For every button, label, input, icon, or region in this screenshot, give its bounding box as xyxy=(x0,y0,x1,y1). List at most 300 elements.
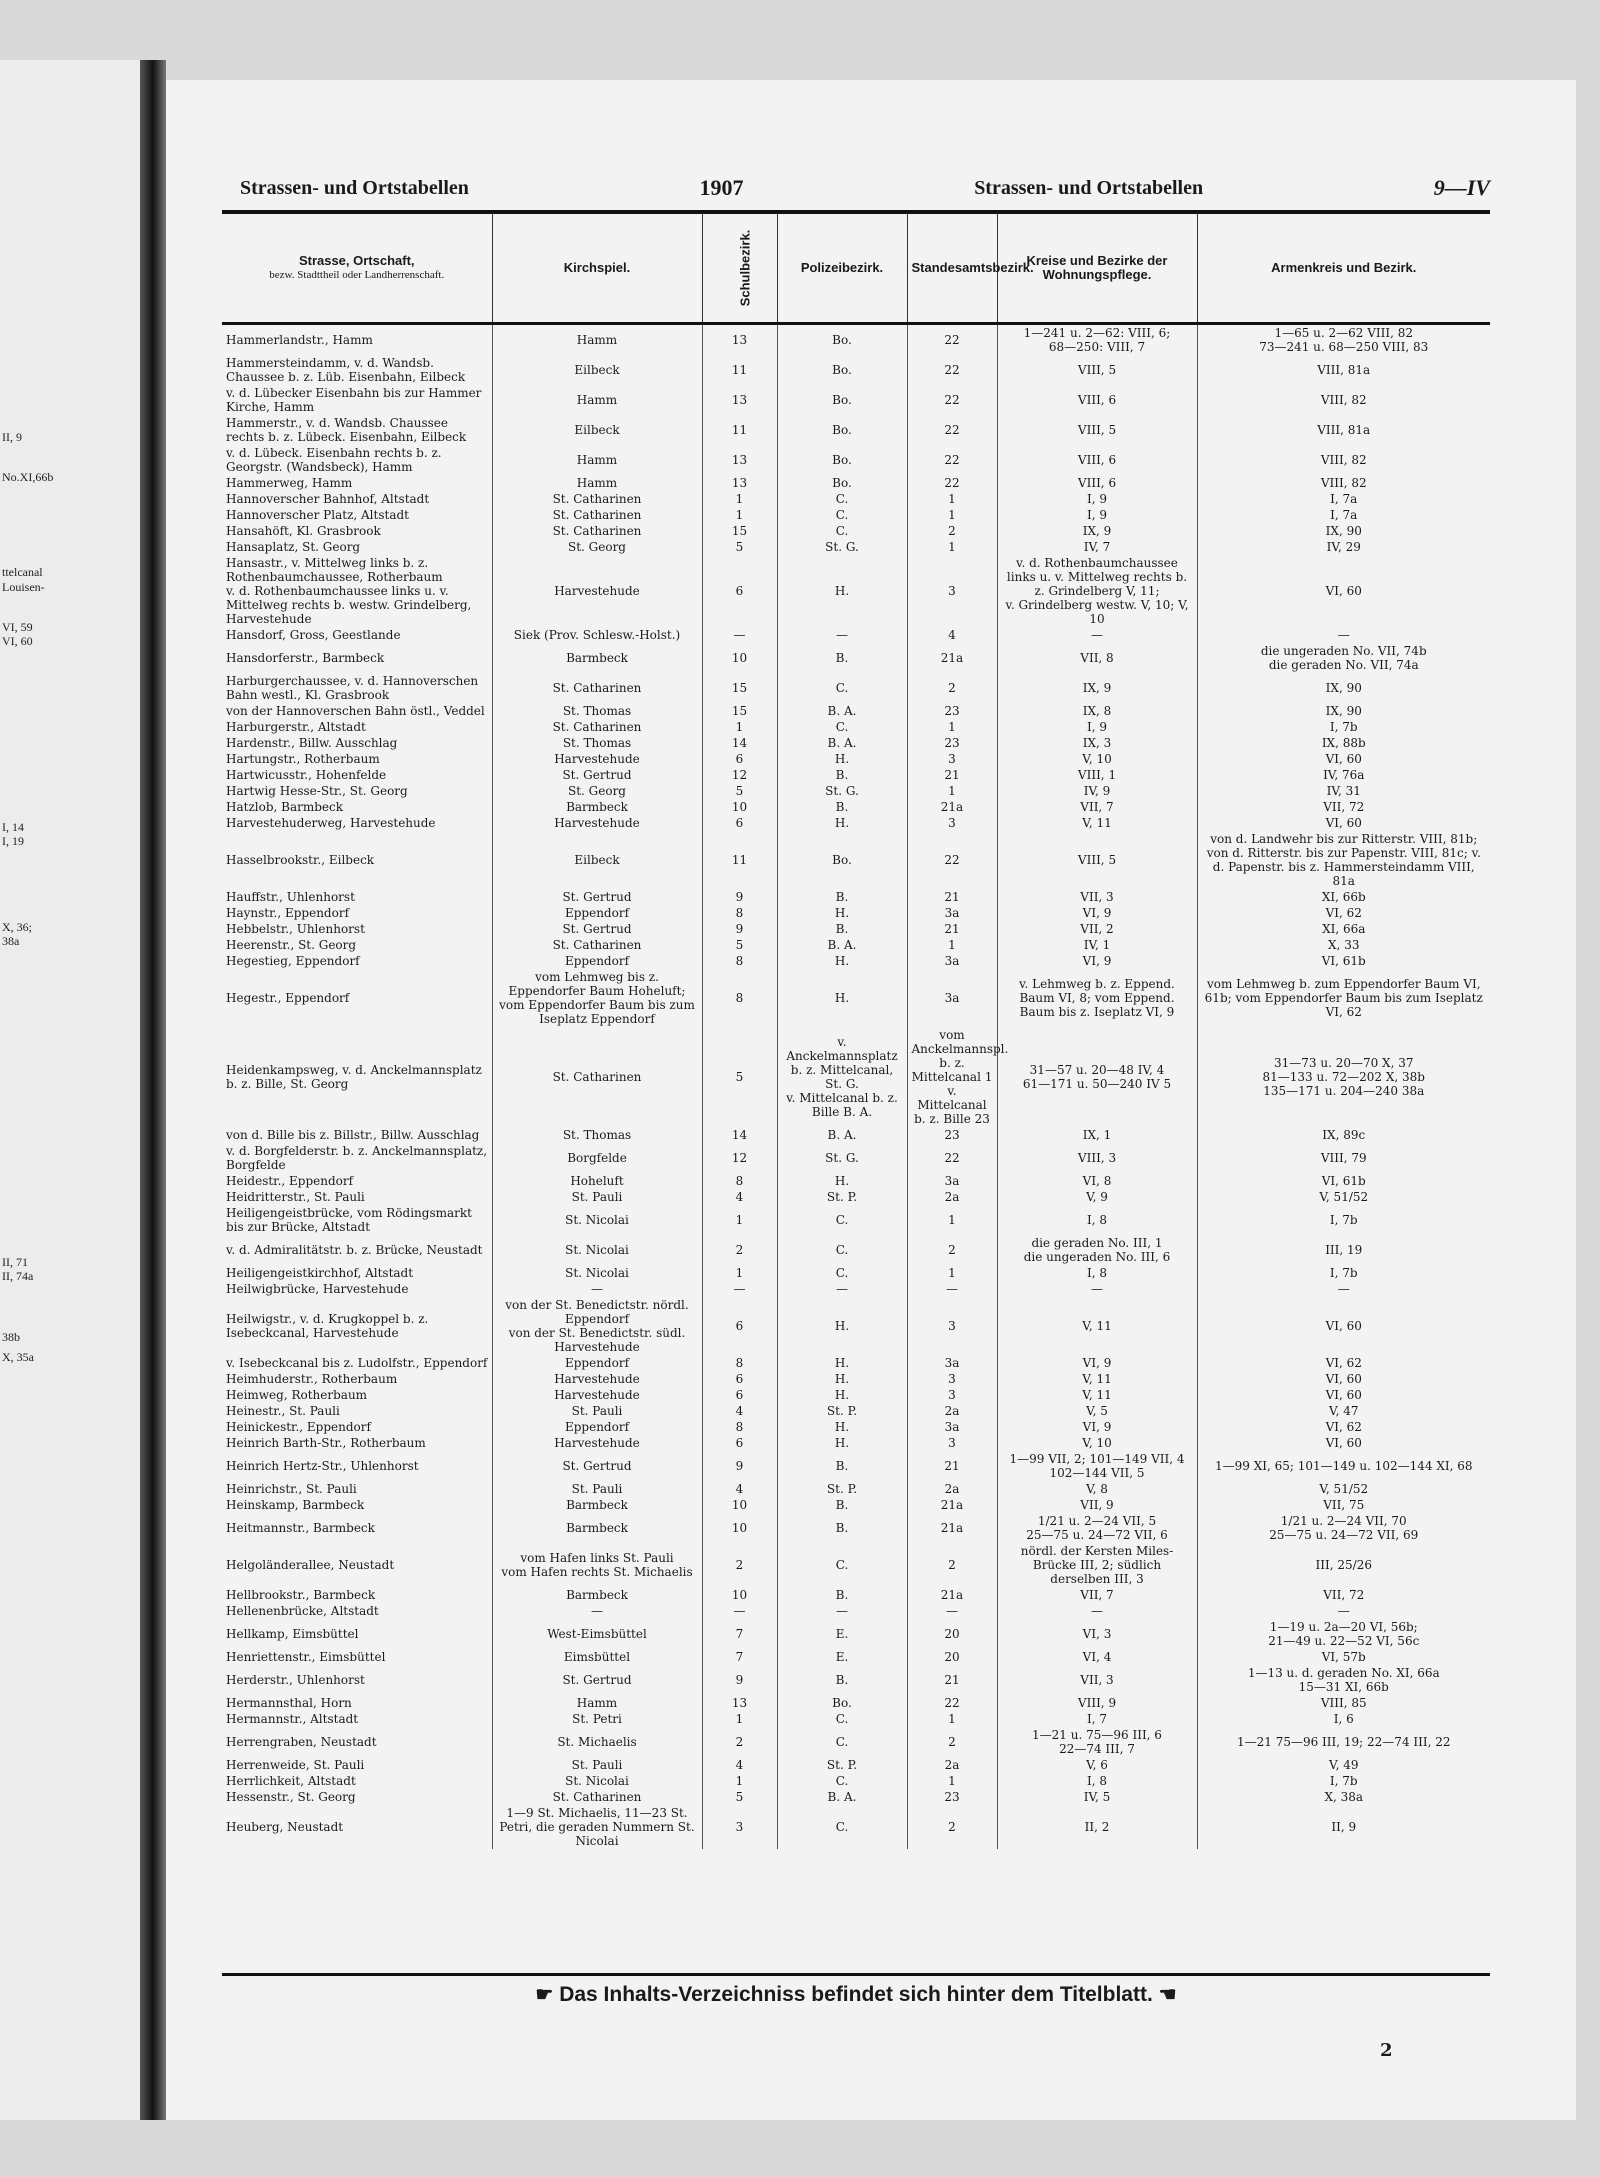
cell-polizeibezirk: Bo. xyxy=(777,1695,907,1711)
table-row xyxy=(222,1497,1490,1513)
cell-kirchspiel: St. Gertrud xyxy=(492,767,702,783)
table-row xyxy=(222,905,1490,921)
cell-standesamtsbezirk: 3 xyxy=(907,555,997,627)
cell-strasse: Harburgerstr., Altstadt xyxy=(226,720,366,734)
table-row xyxy=(222,969,1490,1027)
cell-schulbezirk: 13 xyxy=(702,1695,777,1711)
cell-armenkreis: 1—65 u. 2—62 VIII, 82 73—241 u. 68—250 VIII, 83 xyxy=(1197,324,1490,356)
table-row xyxy=(222,735,1490,751)
cell-strasse: Harvestehuderweg, Harvestehude xyxy=(226,816,436,830)
cell-schulbezirk: 15 xyxy=(702,703,777,719)
table-row xyxy=(222,1513,1490,1543)
cell-kirchspiel: Harvestehude xyxy=(492,1387,702,1403)
cell-armenkreis: XI, 66b xyxy=(1197,889,1490,905)
running-head xyxy=(240,170,1490,206)
cell-polizeibezirk: H. xyxy=(777,1173,907,1189)
table-row xyxy=(222,1695,1490,1711)
cell-polizeibezirk: C. xyxy=(777,1773,907,1789)
cell-armenkreis: VI, 57b xyxy=(1197,1649,1490,1665)
cell-schulbezirk: 10 xyxy=(702,799,777,815)
cell-armenkreis: die ungeraden No. VII, 74b die geraden No. VII, 74a xyxy=(1197,643,1490,673)
table-row xyxy=(222,1543,1490,1587)
cell-schulbezirk: 5 xyxy=(702,1027,777,1127)
cell-schulbezirk: 6 xyxy=(702,1371,777,1387)
cell-wohnungspflege: IV, 5 xyxy=(997,1789,1197,1805)
cell-strasse: von d. Bille bis z. Billstr., Billw. Ausschlag xyxy=(226,1128,480,1142)
table-row xyxy=(222,1451,1490,1481)
cell-polizeibezirk: B. xyxy=(777,1587,907,1603)
cell-armenkreis: 31—73 u. 20—70 X, 37 81—133 u. 72—202 X, 38b 135—171 u. 204—240 38a xyxy=(1197,1027,1490,1127)
cell-strasse: Herderstr., Uhlenhorst xyxy=(226,1673,365,1687)
cell-wohnungspflege: V, 5 xyxy=(997,1403,1197,1419)
cell-wohnungspflege: 31—57 u. 20—48 IV, 4 61—171 u. 50—240 IV 5 xyxy=(997,1027,1197,1127)
cell-polizeibezirk: St. G. xyxy=(777,783,907,799)
cell-strasse: Hannoverscher Platz, Altstadt xyxy=(226,508,409,522)
cell-armenkreis: I, 7a xyxy=(1197,507,1490,523)
table-row xyxy=(222,324,1490,356)
cell-wohnungspflege: nördl. der Kersten Miles-Brücke III, 2; südlich derselben III, 3 xyxy=(997,1543,1197,1587)
cell-standesamtsbezirk: 23 xyxy=(907,703,997,719)
cell-strasse: Hannoverscher Bahnhof, Altstadt xyxy=(226,492,430,506)
cell-kirchspiel: Barmbeck xyxy=(492,1497,702,1513)
cell-strasse: v. d. Borgfelderstr. b. z. Anckelmannsplatz, Borgfelde xyxy=(226,1144,488,1172)
cell-standesamtsbezirk: 2 xyxy=(907,1543,997,1587)
cell-kirchspiel: Barmbeck xyxy=(492,799,702,815)
cell-polizeibezirk: B. A. xyxy=(777,1127,907,1143)
cell-standesamtsbezirk: 3a xyxy=(907,1173,997,1189)
cell-strasse: Heinestr., St. Pauli xyxy=(226,1404,340,1418)
facing-page-text: 38b xyxy=(2,1330,20,1344)
table-row xyxy=(222,937,1490,953)
cell-polizeibezirk: C. xyxy=(777,673,907,703)
cell-schulbezirk: 8 xyxy=(702,905,777,921)
cell-standesamtsbezirk: 21a xyxy=(907,799,997,815)
cell-standesamtsbezirk: 23 xyxy=(907,1127,997,1143)
table-header-row xyxy=(222,214,1490,324)
cell-polizeibezirk: B. xyxy=(777,1497,907,1513)
cell-strasse: Hammerweg, Hamm xyxy=(226,476,353,490)
cell-armenkreis: — xyxy=(1197,627,1490,643)
cell-strasse: Hartungstr., Rotherbaum xyxy=(226,752,380,766)
cell-strasse: Hessenstr., St. Georg xyxy=(226,1790,356,1804)
cell-kirchspiel: St. Georg xyxy=(492,539,702,555)
table-row xyxy=(222,627,1490,643)
cell-schulbezirk: 12 xyxy=(702,1143,777,1173)
cell-polizeibezirk: C. xyxy=(777,1205,907,1235)
cell-wohnungspflege: V, 6 xyxy=(997,1757,1197,1773)
cell-schulbezirk: 4 xyxy=(702,1403,777,1419)
cell-polizeibezirk: — xyxy=(777,1281,907,1297)
cell-schulbezirk: 14 xyxy=(702,1127,777,1143)
facing-page-text: II, 71 xyxy=(2,1255,28,1269)
table-row xyxy=(222,507,1490,523)
cell-strasse: v. d. Lübeck. Eisenbahn rechts b. z. Georgstr. (Wandsbeck), Hamm xyxy=(226,446,442,474)
cell-schulbezirk: 4 xyxy=(702,1757,777,1773)
cell-wohnungspflege: I, 7 xyxy=(997,1711,1197,1727)
cell-kirchspiel: St. Gertrud xyxy=(492,921,702,937)
cell-kirchspiel: Hoheluft xyxy=(492,1173,702,1189)
cell-standesamtsbezirk: 21 xyxy=(907,767,997,783)
cell-polizeibezirk: C. xyxy=(777,1265,907,1281)
cell-wohnungspflege: V, 11 xyxy=(997,815,1197,831)
cell-standesamtsbezirk: 21 xyxy=(907,921,997,937)
cell-kirchspiel: St. Nicolai xyxy=(492,1265,702,1281)
cell-polizeibezirk: C. xyxy=(777,1543,907,1587)
cell-standesamtsbezirk: 3 xyxy=(907,1297,997,1355)
cell-wohnungspflege: II, 2 xyxy=(997,1805,1197,1849)
cell-kirchspiel: Eppendorf xyxy=(492,1355,702,1371)
cell-armenkreis: V, 51/52 xyxy=(1197,1189,1490,1205)
cell-wohnungspflege: IX, 1 xyxy=(997,1127,1197,1143)
cell-schulbezirk: 1 xyxy=(702,1711,777,1727)
cell-standesamtsbezirk: 23 xyxy=(907,735,997,751)
cell-strasse: v. Isebeckcanal bis z. Ludolfstr., Eppendorf xyxy=(226,1356,488,1370)
cell-standesamtsbezirk: vom Anckelmannspl. b. z. Mittelcanal 1 v. Mittelcanal b. z. Bille 23 xyxy=(907,1027,997,1127)
cell-wohnungspflege: V, 11 xyxy=(997,1371,1197,1387)
column-header-strasse: Strasse, Ortschaft, bezw. Stadttheil oder Landherrenschaft. xyxy=(222,214,492,324)
cell-schulbezirk: 7 xyxy=(702,1649,777,1665)
cell-armenkreis: X, 38a xyxy=(1197,1789,1490,1805)
table-row xyxy=(222,445,1490,475)
cell-kirchspiel: St. Nicolai xyxy=(492,1773,702,1789)
cell-polizeibezirk: B. A. xyxy=(777,735,907,751)
cell-schulbezirk: 1 xyxy=(702,491,777,507)
table-row xyxy=(222,783,1490,799)
cell-armenkreis: 1/21 u. 2—24 VII, 70 25—75 u. 24—72 VII, 69 xyxy=(1197,1513,1490,1543)
cell-standesamtsbezirk: 23 xyxy=(907,1789,997,1805)
cell-schulbezirk: 9 xyxy=(702,921,777,937)
running-head-left: Strassen- und Ortstabellen xyxy=(240,176,469,199)
cell-wohnungspflege: I, 8 xyxy=(997,1265,1197,1281)
facing-page-text: No.XI,66b xyxy=(2,470,54,484)
cell-armenkreis: II, 9 xyxy=(1197,1805,1490,1849)
cell-polizeibezirk: H. xyxy=(777,953,907,969)
cell-standesamtsbezirk: — xyxy=(907,1281,997,1297)
cell-polizeibezirk: B. A. xyxy=(777,1789,907,1805)
cell-kirchspiel: von der St. Benedictstr. nördl. Eppendorf von der St. Benedictstr. südl. Harvestehude xyxy=(492,1297,702,1355)
table-row xyxy=(222,1027,1490,1127)
facing-page-text: VI, 59 xyxy=(2,620,33,634)
column-header-schulbezirk: Schulbezirk. xyxy=(702,214,777,324)
cell-strasse: Heimhuderstr., Rotherbaum xyxy=(226,1372,398,1386)
cell-strasse: Heiligengeistbrücke, vom Rödingsmarkt bis zur Brücke, Altstadt xyxy=(226,1206,472,1234)
footer-note xyxy=(222,1982,1490,2007)
cell-standesamtsbezirk: 21a xyxy=(907,1497,997,1513)
cell-kirchspiel: Harvestehude xyxy=(492,1435,702,1451)
cell-kirchspiel: St. Catharinen xyxy=(492,507,702,523)
cell-strasse: Hartwicusstr., Hohenfelde xyxy=(226,768,387,782)
cell-wohnungspflege: VI, 9 xyxy=(997,1355,1197,1371)
cell-kirchspiel: St. Catharinen xyxy=(492,937,702,953)
cell-wohnungspflege: 1—21 u. 75—96 III, 6 22—74 III, 7 xyxy=(997,1727,1197,1757)
cell-standesamtsbezirk: 2a xyxy=(907,1757,997,1773)
cell-polizeibezirk: H. xyxy=(777,1435,907,1451)
cell-wohnungspflege: VIII, 5 xyxy=(997,415,1197,445)
cell-strasse: Hellenenbrücke, Altstadt xyxy=(226,1604,379,1618)
cell-armenkreis: vom Lehmweg b. zum Eppendorfer Baum VI, 61b; vom Eppendorfer Baum bis zum Iseplatz VI, 62 xyxy=(1197,969,1490,1027)
cell-strasse: von der Hannoverschen Bahn östl., Veddel xyxy=(226,704,485,718)
cell-strasse: Hansastr., v. Mittelweg links b. z. Rothenbaumchaussee, Rotherbaum v. d. Rothenbaumchaussee links u. v. Mittelweg rechts b. westw. Grindelberg, Harvestehude xyxy=(226,556,472,626)
cell-standesamtsbezirk: 3a xyxy=(907,905,997,921)
cell-wohnungspflege: v. Lehmweg b. z. Eppend. Baum VI, 8; vom Eppend. Baum bis z. Iseplatz VI, 9 xyxy=(997,969,1197,1027)
cell-kirchspiel: — xyxy=(492,1281,702,1297)
cell-kirchspiel: Harvestehude xyxy=(492,751,702,767)
cell-kirchspiel: St. Pauli xyxy=(492,1757,702,1773)
cell-wohnungspflege: — xyxy=(997,627,1197,643)
table-row xyxy=(222,1297,1490,1355)
table-row xyxy=(222,1173,1490,1189)
cell-standesamtsbezirk: 1 xyxy=(907,491,997,507)
table-row xyxy=(222,1481,1490,1497)
cell-polizeibezirk: E. xyxy=(777,1649,907,1665)
cell-standesamtsbezirk: 20 xyxy=(907,1619,997,1649)
table-row xyxy=(222,1603,1490,1619)
cell-polizeibezirk: C. xyxy=(777,1235,907,1265)
cell-schulbezirk: 2 xyxy=(702,1235,777,1265)
cell-armenkreis: VII, 72 xyxy=(1197,1587,1490,1603)
cell-strasse: Hammerstr., v. d. Wandsb. Chaussee rechts b. z. Lübeck. Eisenbahn, Eilbeck xyxy=(226,416,467,444)
cell-kirchspiel: St. Petri xyxy=(492,1711,702,1727)
table-row xyxy=(222,1711,1490,1727)
cell-standesamtsbezirk: 1 xyxy=(907,719,997,735)
cell-schulbezirk: 9 xyxy=(702,889,777,905)
cell-schulbezirk: 11 xyxy=(702,355,777,385)
cell-polizeibezirk: B. A. xyxy=(777,703,907,719)
cell-strasse: Heinrich Hertz-Str., Uhlenhorst xyxy=(226,1459,419,1473)
cell-kirchspiel: — xyxy=(492,1603,702,1619)
cell-kirchspiel: St. Gertrud xyxy=(492,1451,702,1481)
cell-standesamtsbezirk: 21 xyxy=(907,1451,997,1481)
table-row xyxy=(222,1757,1490,1773)
cell-strasse: Harburgerchaussee, v. d. Hannoverschen Bahn westl., Kl. Grasbrook xyxy=(226,674,479,702)
cell-standesamtsbezirk: 21a xyxy=(907,1513,997,1543)
cell-armenkreis: IV, 29 xyxy=(1197,539,1490,555)
table-row xyxy=(222,415,1490,445)
cell-schulbezirk: 11 xyxy=(702,415,777,445)
cell-armenkreis: V, 51/52 xyxy=(1197,1481,1490,1497)
table-row xyxy=(222,539,1490,555)
cell-schulbezirk: 6 xyxy=(702,555,777,627)
cell-strasse: Heerenstr., St. Georg xyxy=(226,938,357,952)
cell-schulbezirk: 5 xyxy=(702,539,777,555)
footer-rule xyxy=(222,1973,1490,1976)
cell-armenkreis: I, 6 xyxy=(1197,1711,1490,1727)
cell-schulbezirk: 6 xyxy=(702,1435,777,1451)
cell-polizeibezirk: B. xyxy=(777,921,907,937)
cell-schulbezirk: — xyxy=(702,1603,777,1619)
cell-kirchspiel: Hamm xyxy=(492,324,702,356)
cell-kirchspiel: St. Thomas xyxy=(492,735,702,751)
cell-armenkreis: I, 7b xyxy=(1197,1205,1490,1235)
cell-schulbezirk: — xyxy=(702,627,777,643)
table-row xyxy=(222,719,1490,735)
pointing-hand-right-icon: ☚ xyxy=(1158,1984,1177,2006)
cell-schulbezirk: 1 xyxy=(702,1773,777,1789)
cell-armenkreis: I, 7b xyxy=(1197,719,1490,735)
cell-kirchspiel: St. Michaelis xyxy=(492,1727,702,1757)
cell-wohnungspflege: IV, 7 xyxy=(997,539,1197,555)
cell-armenkreis: 1—19 u. 2a—20 VI, 56b; 21—49 u. 22—52 VI, 56c xyxy=(1197,1619,1490,1649)
cell-wohnungspflege: VII, 7 xyxy=(997,1587,1197,1603)
cell-kirchspiel: Siek (Prov. Schlesw.-Holst.) xyxy=(492,627,702,643)
cell-strasse: Haynstr., Eppendorf xyxy=(226,906,350,920)
cell-armenkreis: VI, 61b xyxy=(1197,1173,1490,1189)
facing-page-fragment xyxy=(0,60,148,2120)
table-row xyxy=(222,1587,1490,1603)
cell-kirchspiel: vom Lehmweg bis z. Eppendorfer Baum Hoheluft; vom Eppendorfer Baum bis zum Iseplatz Eppendorf xyxy=(492,969,702,1027)
cell-polizeibezirk: St. P. xyxy=(777,1757,907,1773)
cell-armenkreis: IX, 89c xyxy=(1197,1127,1490,1143)
table-row xyxy=(222,1619,1490,1649)
cell-schulbezirk: 10 xyxy=(702,643,777,673)
cell-standesamtsbezirk: 2 xyxy=(907,1727,997,1757)
cell-strasse: Heitmannstr., Barmbeck xyxy=(226,1521,375,1535)
cell-polizeibezirk: C. xyxy=(777,719,907,735)
cell-wohnungspflege: VII, 3 xyxy=(997,889,1197,905)
cell-kirchspiel: St. Gertrud xyxy=(492,1665,702,1695)
cell-schulbezirk: 4 xyxy=(702,1189,777,1205)
cell-wohnungspflege: V, 11 xyxy=(997,1297,1197,1355)
cell-kirchspiel: West-Eimsbüttel xyxy=(492,1619,702,1649)
cell-standesamtsbezirk: 1 xyxy=(907,937,997,953)
cell-standesamtsbezirk: 1 xyxy=(907,539,997,555)
cell-standesamtsbezirk: 22 xyxy=(907,385,997,415)
cell-kirchspiel: Harvestehude xyxy=(492,815,702,831)
cell-schulbezirk: 13 xyxy=(702,475,777,491)
cell-armenkreis: 1—13 u. d. geraden No. XI, 66a 15—31 XI, 66b xyxy=(1197,1665,1490,1695)
table-row xyxy=(222,555,1490,627)
cell-standesamtsbezirk: 3a xyxy=(907,953,997,969)
cell-strasse: Heuberg, Neustadt xyxy=(226,1820,344,1834)
cell-armenkreis: IV, 76a xyxy=(1197,767,1490,783)
cell-standesamtsbezirk: 21 xyxy=(907,889,997,905)
cell-wohnungspflege: V, 11 xyxy=(997,1387,1197,1403)
cell-polizeibezirk: H. xyxy=(777,1419,907,1435)
cell-schulbezirk: 8 xyxy=(702,969,777,1027)
table-row xyxy=(222,475,1490,491)
cell-standesamtsbezirk: 22 xyxy=(907,415,997,445)
cell-armenkreis: I, 7b xyxy=(1197,1265,1490,1281)
street-table xyxy=(222,214,1490,1849)
table-row xyxy=(222,1727,1490,1757)
cell-strasse: Hansdorferstr., Barmbeck xyxy=(226,651,385,665)
cell-schulbezirk: — xyxy=(702,1281,777,1297)
cell-wohnungspflege: I, 8 xyxy=(997,1773,1197,1789)
cell-polizeibezirk: C. xyxy=(777,1711,907,1727)
facing-page-text: ttelcanal xyxy=(2,565,43,579)
table-row xyxy=(222,889,1490,905)
cell-wohnungspflege: 1—241 u. 2—62: VIII, 6; 68—250: VIII, 7 xyxy=(997,324,1197,356)
cell-schulbezirk: 5 xyxy=(702,783,777,799)
cell-standesamtsbezirk: 1 xyxy=(907,783,997,799)
cell-standesamtsbezirk: 21a xyxy=(907,643,997,673)
cell-schulbezirk: 4 xyxy=(702,1481,777,1497)
cell-standesamtsbezirk: 22 xyxy=(907,1695,997,1711)
cell-standesamtsbezirk: 4 xyxy=(907,627,997,643)
cell-standesamtsbezirk: 2 xyxy=(907,673,997,703)
cell-standesamtsbezirk: 1 xyxy=(907,1205,997,1235)
cell-strasse: Hegestieg, Eppendorf xyxy=(226,954,360,968)
cell-schulbezirk: 13 xyxy=(702,385,777,415)
cell-armenkreis: VIII, 81a xyxy=(1197,355,1490,385)
cell-kirchspiel: vom Hafen links St. Pauli vom Hafen rechts St. Michaelis xyxy=(492,1543,702,1587)
cell-armenkreis: V, 47 xyxy=(1197,1403,1490,1419)
table-row xyxy=(222,751,1490,767)
cell-standesamtsbezirk: 3a xyxy=(907,1355,997,1371)
cell-polizeibezirk: B. xyxy=(777,1665,907,1695)
cell-armenkreis: VIII, 82 xyxy=(1197,475,1490,491)
cell-standesamtsbezirk: — xyxy=(907,1603,997,1619)
cell-strasse: Hartwig Hesse-Str., St. Georg xyxy=(226,784,408,798)
cell-armenkreis: IX, 90 xyxy=(1197,673,1490,703)
cell-wohnungspflege: VII, 2 xyxy=(997,921,1197,937)
cell-kirchspiel: St. Pauli xyxy=(492,1481,702,1497)
column-header-polizeibezirk: Polizeibezirk. xyxy=(777,214,907,324)
cell-wohnungspflege: VI, 9 xyxy=(997,1419,1197,1435)
table-row xyxy=(222,1419,1490,1435)
cell-kirchspiel: Hamm xyxy=(492,1695,702,1711)
cell-polizeibezirk: — xyxy=(777,1603,907,1619)
cell-schulbezirk: 2 xyxy=(702,1727,777,1757)
cell-wohnungspflege: VII, 3 xyxy=(997,1665,1197,1695)
cell-wohnungspflege: IV, 9 xyxy=(997,783,1197,799)
cell-strasse: v. d. Lübecker Eisenbahn bis zur Hammer Kirche, Hamm xyxy=(226,386,482,414)
cell-armenkreis: V, 49 xyxy=(1197,1757,1490,1773)
cell-armenkreis: — xyxy=(1197,1281,1490,1297)
cell-polizeibezirk: C. xyxy=(777,523,907,539)
cell-wohnungspflege: VIII, 5 xyxy=(997,355,1197,385)
table-row xyxy=(222,921,1490,937)
cell-standesamtsbezirk: 1 xyxy=(907,507,997,523)
cell-schulbezirk: 5 xyxy=(702,1789,777,1805)
cell-strasse: Helgoländerallee, Neustadt xyxy=(226,1558,395,1572)
cell-polizeibezirk: Bo. xyxy=(777,415,907,445)
cell-kirchspiel: Hamm xyxy=(492,475,702,491)
facing-page-text: II, 9 xyxy=(2,430,22,444)
cell-armenkreis: VIII, 82 xyxy=(1197,385,1490,415)
cell-kirchspiel: St. Pauli xyxy=(492,1403,702,1419)
cell-standesamtsbezirk: 20 xyxy=(907,1649,997,1665)
cell-standesamtsbezirk: 3 xyxy=(907,1371,997,1387)
cell-standesamtsbezirk: 2 xyxy=(907,1805,997,1849)
cell-armenkreis: VIII, 82 xyxy=(1197,445,1490,475)
cell-armenkreis: VIII, 81a xyxy=(1197,415,1490,445)
cell-polizeibezirk: Bo. xyxy=(777,475,907,491)
cell-polizeibezirk: C. xyxy=(777,507,907,523)
cell-schulbezirk: 13 xyxy=(702,324,777,356)
cell-kirchspiel: St. Catharinen xyxy=(492,1027,702,1127)
cell-standesamtsbezirk: 3 xyxy=(907,1435,997,1451)
cell-strasse: Heinrich Barth-Str., Rotherbaum xyxy=(226,1436,426,1450)
cell-polizeibezirk: H. xyxy=(777,905,907,921)
cell-armenkreis: I, 7b xyxy=(1197,1773,1490,1789)
cell-strasse: v. d. Admiralitätstr. b. z. Brücke, Neustadt xyxy=(226,1243,483,1257)
cell-armenkreis: von d. Landwehr bis zur Ritterstr. VIII, 81b; von d. Ritterstr. bis zur Papenstr. VIII, 81c; v. d. Papenstr. bis z. Hammersteindamm VIII, 81a xyxy=(1197,831,1490,889)
cell-schulbezirk: 10 xyxy=(702,1497,777,1513)
cell-polizeibezirk: C. xyxy=(777,1805,907,1849)
cell-wohnungspflege: V, 9 xyxy=(997,1189,1197,1205)
cell-polizeibezirk: B. xyxy=(777,643,907,673)
table-row xyxy=(222,1387,1490,1403)
table-row xyxy=(222,1371,1490,1387)
cell-wohnungspflege: V, 8 xyxy=(997,1481,1197,1497)
cell-wohnungspflege: — xyxy=(997,1603,1197,1619)
table-row xyxy=(222,1235,1490,1265)
cell-armenkreis: XI, 66a xyxy=(1197,921,1490,937)
cell-armenkreis: VII, 75 xyxy=(1197,1497,1490,1513)
table-row xyxy=(222,1143,1490,1173)
cell-polizeibezirk: B. xyxy=(777,889,907,905)
